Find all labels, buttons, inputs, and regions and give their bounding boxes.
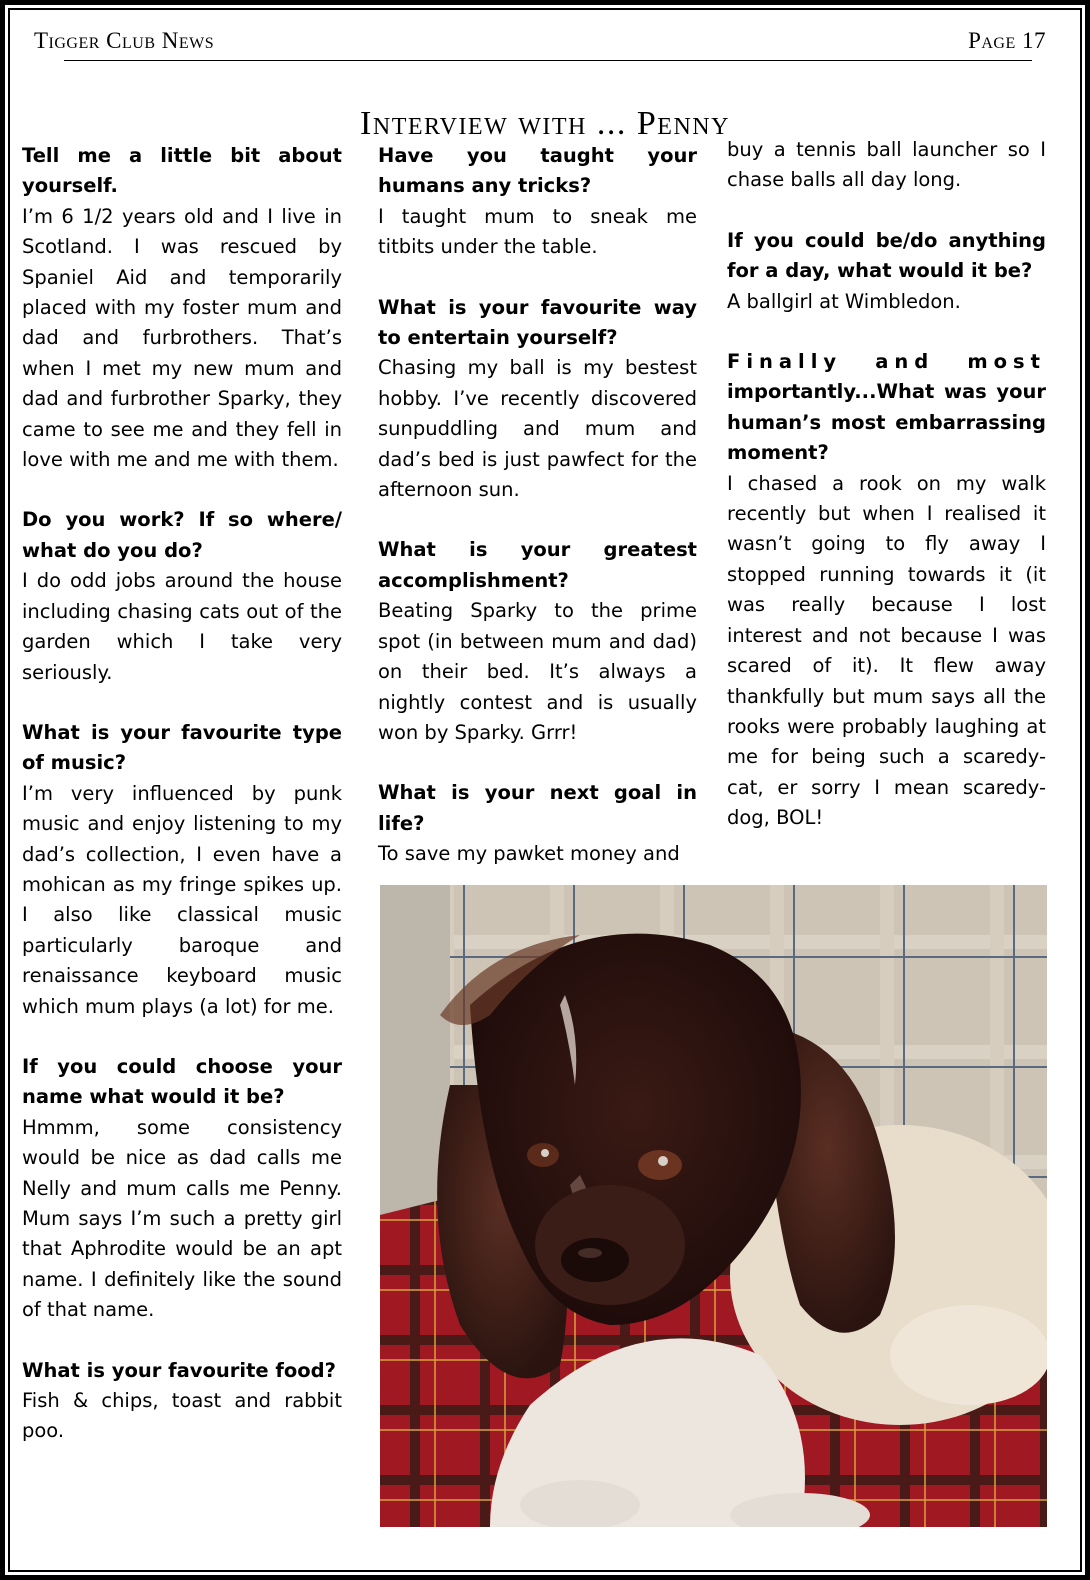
question: Tell me a little bit about yourself.	[22, 144, 342, 198]
article-column-3	[727, 135, 1046, 834]
answer: I chased a rook on my walk recently but when I realised it wasn’t going to fly away I stopped running towards it (it was really because I lost interest and not because I was scared of it). It flew away thankfully but mum says all the rooks were probably laughing at me for being such a scaredy-cat, er sorry I mean scaredy-dog, BOL!	[727, 471, 1046, 830]
answer: Chasing my ball is my bestest hobby. I’ve recently discovered sunpuddling and mum and dad’s bed is just pawfect for the afternoon sun.	[378, 356, 697, 502]
question: importantly...What was your human’s most embarrassing moment?	[727, 380, 1046, 465]
answer: A ballgirl at Wimbledon.	[727, 289, 961, 313]
answer: I taught mum to sneak me titbits under the table.	[378, 204, 697, 259]
question: Do you work? If so where/ what do you do?	[22, 508, 342, 562]
page-header	[34, 28, 1046, 54]
article-column-1	[22, 141, 342, 1447]
article-title: Interview with ... Penny	[360, 104, 730, 142]
publication-name: Tigger Club News	[34, 28, 215, 53]
question: What is your favourite type of music?	[22, 720, 342, 775]
answer: Hmmm, some consistency would be nice as dad calls me Nelly and mum calls me Penny. Mum says I’m such a pretty girl that Aphrodite would be an apt name. I definitely like the sound of that name.	[22, 1115, 342, 1322]
dog-photo	[380, 885, 1047, 1527]
answer: I’m 6 1/2 years old and I live in Scotland. I was rescued by Spaniel Aid and temporarily placed with my foster mum and dad and furbrothers. That’s when I met my new mum and dad and furbrother Sparky, they came to see me and they fell in love with me and me with them.	[22, 204, 342, 472]
question: If you could choose your name what would it be?	[22, 1054, 342, 1109]
question: What is your favourite way to entertain yourself?	[378, 295, 697, 350]
spaniel-illustration	[380, 885, 1047, 1527]
question: What is your next goal in life?	[378, 781, 697, 835]
header-divider	[64, 60, 1032, 61]
answer: Fish & chips, toast and rabbit poo.	[22, 1389, 342, 1443]
question: Have you taught your humans any tricks?	[378, 144, 697, 198]
article-column-2	[378, 141, 697, 870]
answer-continuation: buy a tennis ball launcher so I chase balls all day long.	[727, 138, 1046, 192]
answer-continued: To save my pawket money and	[378, 842, 680, 866]
question-spaced-line: Finally and most	[727, 350, 1046, 374]
answer: I’m very influenced by punk music and enjoy listening to my dad’s collection, I even have a mohican as my fringe spikes up. I also like classical music particularly baroque and renaissance keyboard music which mum plays (a lot) for me.	[22, 781, 342, 1018]
question: What is your greatest accomplishment?	[378, 538, 697, 592]
answer: Beating Sparky to the prime spot (in between mum and dad) on their bed. It’s always a nightly contest and is usually won by Sparky. Grrr!	[378, 599, 697, 744]
question: What is your favourite food?	[22, 1358, 336, 1382]
page-number: Page 17	[968, 28, 1046, 53]
answer: I do odd jobs around the house including chasing cats out of the garden which I take very seriously.	[22, 569, 342, 684]
question: If you could be/do anything for a day, what would it be?	[727, 228, 1046, 283]
